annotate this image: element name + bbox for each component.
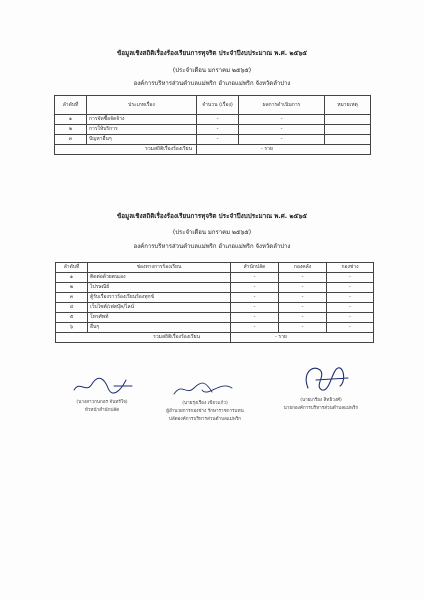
row-no: ๒ [56,283,88,293]
signature-left-image [70,372,140,398]
row-channel: โทรศัพท์ [88,313,231,323]
row-count: - [197,135,239,145]
row-type: ปัญหาอื่นๆ [87,135,197,145]
signature-middle-image [168,378,238,400]
table-row [56,323,374,333]
signature-right-name: (นายเกรียง สิทธิวงศ์) [300,398,342,403]
table-row [55,115,371,125]
row-note [325,125,371,135]
row-engineering: - [327,283,374,293]
row-channel: เว็บไซต์/เฟสบุ๊ค/ไลน์ [88,303,231,313]
report2-org: องค์การบริหารส่วนตำบลแม่พริก อำเภอแม่พริก จังหวัดลำปาง [133,243,291,250]
summary-label: รวมสถิติเรื่องร้องเรียน [55,145,197,155]
row-finance: - [279,273,327,283]
col-header-count: จำนวน (เรื่อง) [197,96,239,115]
table-row [56,303,374,313]
col-header-note: หมายเหตุ [325,96,371,115]
row-office: - [231,313,279,323]
col-header-engineering: กองช่าง [327,263,374,273]
row-channel: อื่นๆ [88,323,231,333]
row-engineering: - [327,273,374,283]
row-channel: ติดต่อด้วยตนเอง [88,273,231,283]
signature-middle-position-2: ปลัดองค์การบริหารส่วนตำบลแม่พริก [168,417,242,422]
row-finance: - [279,293,327,303]
row-no: ๒ [55,125,87,135]
summary-value: - ราย [197,145,371,155]
table-row [56,273,374,283]
signature-middle-name: (นายรุ่งเรือง เขียวแก้ว) [182,401,228,406]
table-row [55,135,371,145]
row-result: - [239,135,325,145]
col-header-channel: ช่องทางการร้องเรียน [88,263,231,273]
row-note [325,115,371,125]
col-header-type: ประเภทเรื่อง [87,96,197,115]
row-channel: ตู้รับเรื่องราวร้องเรียนร้องทุกข์ [88,293,231,303]
report1-title: ข้อมูลเชิงสถิติเรื่องร้องเรียนการทุจริต ประจำปีงบประมาณ พ.ศ. ๒๕๖๕ [116,50,308,57]
report2-period: (ประจำเดือน มกราคม ๒๕๖๕) [172,229,252,236]
summary-label: รวมสถิติเรื่องร้องเรียน [56,333,231,343]
row-engineering: - [327,293,374,303]
row-finance: - [279,323,327,333]
row-no: ๓ [55,135,87,145]
row-no: ๑ [56,273,88,283]
signature-right-position: นายกองค์การบริหารส่วนตำบลแม่พริก [283,406,359,411]
report1-table [54,95,371,155]
signature-left-position: หัวหน้าสำนักปลัด [84,408,120,413]
row-engineering: - [327,303,374,313]
table-row [56,283,374,293]
row-no: ๑ [55,115,87,125]
table-row [56,313,374,323]
row-channel: ไปรษณีย์ [88,283,231,293]
report1-period: (ประจำเดือน มกราคม ๒๕๖๕) [172,67,252,74]
summary-row [55,145,371,155]
row-engineering: - [327,323,374,333]
row-no: ๕ [56,313,88,323]
row-no: ๖ [56,323,88,333]
row-count: - [197,115,239,125]
table-header-row [55,96,371,115]
summary-row [56,333,374,343]
col-header-finance: กองคลัง [279,263,327,273]
table-row [56,293,374,303]
row-note [325,135,371,145]
row-finance: - [279,303,327,313]
row-type: การให้บริการ [87,125,197,135]
row-type: การจัดซื้อจัดจ้าง [87,115,197,125]
signature-middle-position-1: ผู้อำนวยการกองช่าง รักษาราชการแทน [166,409,244,414]
report1-org: องค์การบริหารส่วนตำบลแม่พริก อำเภอแม่พริก จังหวัดลำปาง [133,80,291,87]
row-no: ๔ [56,303,88,313]
row-office: - [231,283,279,293]
report2-title: ข้อมูลเชิงสถิติเรื่องร้องเรียนการทุจริต ประจำปีงบประมาณ พ.ศ. ๒๕๖๕ [116,213,308,220]
row-no: ๓ [56,293,88,303]
row-count: - [197,125,239,135]
row-office: - [231,293,279,303]
row-office: - [231,273,279,283]
row-engineering: - [327,313,374,323]
table-header-row [56,263,374,273]
signature-right-image [298,360,354,396]
table-row [55,125,371,135]
row-result: - [239,115,325,125]
summary-value: - ราย [231,333,374,343]
col-header-no: ลำดับที่ [56,263,88,273]
report2-table [55,262,374,343]
row-office: - [231,323,279,333]
row-office: - [231,303,279,313]
row-result: - [239,125,325,135]
signature-left-name: (นางสาวกนกอร จันทร์ใจ) [76,400,128,405]
row-finance: - [279,313,327,323]
col-header-result: ผลการดำเนินการ [239,96,325,115]
col-header-office: สำนักปลัด [231,263,279,273]
col-header-no: ลำดับที่ [55,96,87,115]
row-finance: - [279,283,327,293]
